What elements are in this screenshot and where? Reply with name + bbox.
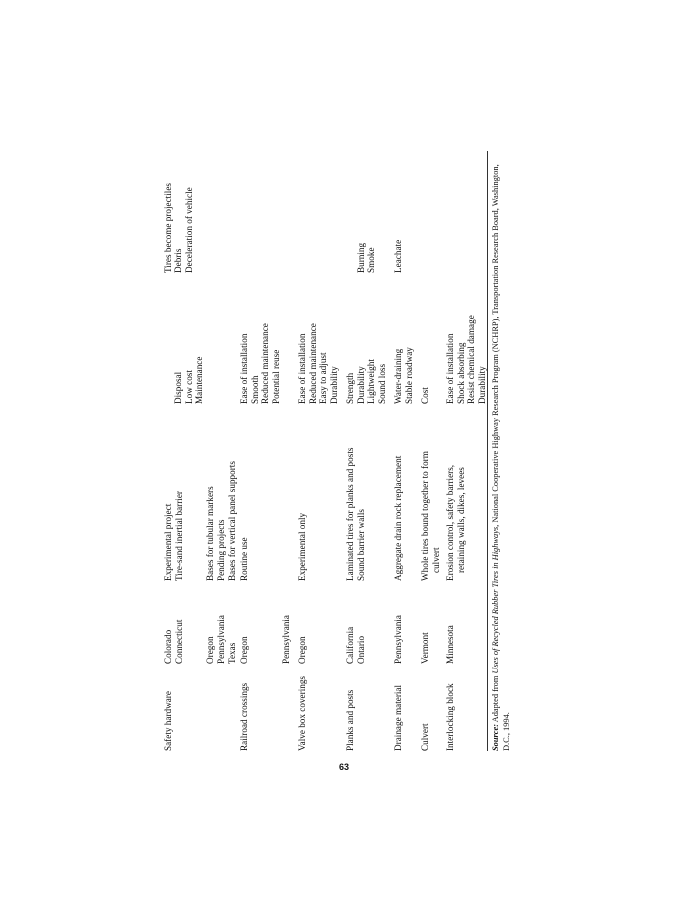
cell-line: Experimental only (297, 512, 307, 581)
row-advantages (393, 347, 414, 404)
cell-line: Easy to adjust (318, 352, 329, 404)
row-advantages (420, 387, 431, 404)
cell-line: Reduced maintenance (260, 323, 271, 404)
row-application (345, 690, 356, 751)
cell-line: Ease of installation (239, 333, 249, 404)
cell-line: Pending projects (215, 519, 226, 581)
cell-line: culvert (430, 547, 441, 573)
row-advantages (163, 402, 174, 404)
cell-line: Pennsylvania (393, 615, 403, 664)
row-application (297, 676, 308, 751)
row-states (445, 625, 456, 664)
row-disadvantages (239, 271, 250, 273)
cell-line: Drainage material (393, 684, 403, 751)
table-bottom-rule (487, 151, 488, 751)
row-application (445, 683, 456, 751)
row-application (420, 723, 431, 751)
row-disadvantages (173, 187, 194, 273)
cell-line (195, 461, 206, 581)
cell-line: Sound barrier walls (355, 509, 366, 581)
cell-line: Bases for tubular markers (205, 486, 216, 581)
cell-line (250, 615, 261, 664)
cell-line: Tire-sand inertial barrier (173, 491, 184, 581)
cell-line: Experimental project (163, 503, 173, 581)
cell-line: Smooth (249, 375, 260, 404)
cell-line (297, 271, 308, 273)
cell-line (239, 271, 250, 273)
cell-line: Pennsylvania (281, 615, 292, 664)
cell-line: Texas (226, 642, 237, 664)
row-disadvantages (420, 271, 431, 273)
cell-line: Oregon (205, 636, 216, 664)
row-description (420, 451, 441, 581)
cell-line: Aggregate drain rock replacement (393, 455, 403, 581)
cell-line (163, 271, 174, 273)
source-prefix: Adapted from (491, 675, 500, 723)
cell-line: Leachate (393, 239, 403, 273)
cell-line: Durability (355, 366, 366, 404)
cell-line: Maintenance (194, 356, 205, 404)
cell-line: Minnesota (445, 625, 455, 664)
cell-line: Reduced maintenance (307, 323, 318, 404)
row-disadvantages (345, 243, 377, 273)
cell-line: Ontario (355, 635, 366, 664)
cell-line: Colorado (163, 629, 173, 664)
cell-line (184, 615, 195, 664)
source-label: Source: (491, 724, 500, 751)
cell-line: Railroad crossings (239, 682, 249, 751)
cell-line (345, 243, 356, 273)
cell-line (173, 749, 184, 751)
cell-line: Ease of installation (445, 333, 455, 404)
cell-line (445, 271, 456, 273)
cell-line (184, 461, 195, 581)
row-states (239, 615, 292, 664)
cell-line (260, 615, 271, 664)
cell-line: Laminated tires for planks and posts (345, 447, 355, 581)
cell-line: Disposal (173, 371, 183, 404)
cell-line: Whole tires bound together to form (420, 451, 430, 581)
cell-line: Strength (345, 372, 355, 404)
cell-line (195, 615, 206, 664)
row-application (393, 685, 404, 751)
cell-line: Burning (355, 242, 366, 273)
cell-line: Routine use (239, 537, 249, 581)
page-number: 63 (339, 762, 350, 772)
cell-line: Culvert (420, 723, 430, 751)
row-advantages (445, 315, 487, 404)
row-states (420, 632, 431, 664)
cell-line (271, 615, 282, 664)
row-application (239, 683, 250, 751)
source-rest: National Cooperative Highway Research Program (NCHRP), Transportation Research Board, Washington, D.C., 1994. (491, 164, 511, 751)
row-disadvantages (163, 183, 174, 273)
row-application (163, 691, 174, 751)
cell-line: California (345, 626, 355, 664)
cell-line: Bases for vertical panel supports (226, 461, 237, 581)
row-application (173, 749, 184, 751)
cell-line: Valve box coverings (297, 675, 307, 751)
row-advantages (239, 323, 281, 404)
cell-line: Shock absorbing (455, 342, 466, 404)
row-description (445, 465, 466, 581)
row-advantages (345, 359, 387, 404)
cell-line: Ease of installation (297, 333, 307, 404)
cell-line: Safety hardware (163, 691, 173, 751)
source-note (491, 151, 512, 751)
cell-line: Vermont (420, 632, 430, 664)
rotated-table (163, 151, 543, 751)
cell-line: Planks and posts (345, 689, 355, 751)
cell-line: Lightweight (366, 359, 377, 404)
cell-line: Deceleration of vehicle (183, 187, 194, 273)
cell-line: Interlocking block (445, 683, 455, 751)
cell-line: Oregon (239, 636, 249, 664)
cell-line: Resist chemical damage (466, 315, 477, 404)
cell-line: Oregon (297, 636, 307, 664)
row-states (163, 615, 237, 664)
row-description (297, 513, 308, 581)
cell-line: Debris (173, 248, 183, 273)
row-states (297, 636, 308, 664)
cell-line: Sound loss (376, 363, 387, 404)
row-description (345, 448, 366, 581)
cell-line: Stable roadway (403, 347, 414, 404)
row-disadvantages (297, 271, 308, 273)
row-states (345, 627, 366, 664)
source-publication: Uses of Recycled Rubber Tires in Highways, (491, 524, 500, 674)
row-disadvantages (393, 240, 404, 273)
cell-line: Water-draining (393, 348, 403, 404)
row-description (239, 537, 250, 581)
cell-line: Erosion control, safety barriers, (445, 464, 455, 581)
row-advantages (297, 323, 339, 404)
cell-line: Potential reuse (270, 349, 281, 404)
cell-line: Connecticut (173, 619, 184, 664)
row-description (163, 461, 237, 581)
cell-line: Pennsylvania (215, 615, 226, 664)
cell-line: Smoke (366, 247, 377, 273)
cell-line: retaining walls, dikes, levees (455, 467, 466, 573)
row-description (393, 456, 404, 581)
cell-line: Tires become projectiles (163, 183, 173, 273)
row-disadvantages (445, 271, 456, 273)
cell-line (420, 271, 431, 273)
cell-line (163, 402, 174, 404)
cell-line: Cost (420, 387, 430, 404)
cell-line: Low cost (183, 370, 194, 404)
row-disadvantages (163, 271, 174, 273)
row-states (393, 615, 404, 664)
cell-line: Durability (476, 366, 487, 404)
cell-line: Durability (328, 366, 339, 404)
row-advantages (173, 357, 205, 404)
